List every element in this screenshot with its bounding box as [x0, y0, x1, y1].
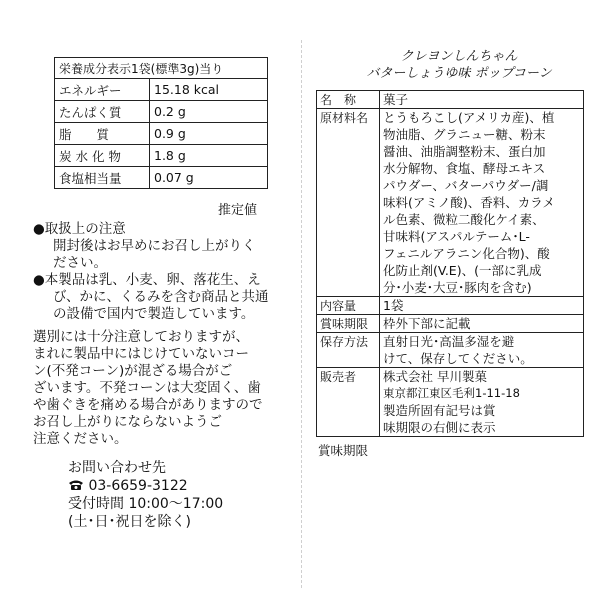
- storage-method: [380, 333, 584, 368]
- nutrition-header: 栄養成分表示1袋(標準3g)当り: [55, 58, 268, 79]
- product-title: [352, 48, 566, 82]
- caution-line: まれに製品中にはじけていないコー: [33, 346, 249, 362]
- column-divider: [301, 40, 302, 588]
- spec-row-content: [317, 297, 584, 315]
- handling-line: ださい。: [53, 255, 107, 271]
- expiry-label: 賞味期限: [318, 443, 369, 458]
- nutrition-row: [55, 101, 268, 123]
- spec-key: 販売者: [317, 368, 380, 437]
- ingredients-line: 物油脂、グラニュー糖、粉末: [383, 127, 546, 142]
- storage-line: 直射日光･高温多湿を避: [383, 334, 515, 349]
- contact-hours: 受付時間 10:00〜17:00: [68, 496, 224, 512]
- storage-line: けて、保存してください。: [383, 351, 533, 366]
- nutrition-value: 15.18 kcal: [150, 79, 268, 101]
- caution-line: ン(不発コーン)が混ざる場合がご: [33, 363, 233, 379]
- allergen-line: び、かに、くるみを含む商品と共通: [53, 289, 269, 305]
- nutrition-label: 炭 水 化 物: [55, 145, 150, 167]
- nutrition-value: 0.2 g: [150, 101, 268, 123]
- nutrition-row: [55, 145, 268, 167]
- ingredients-line: 分･小麦･大豆･豚肉を含む): [383, 280, 532, 295]
- seller-info: [380, 368, 584, 437]
- product-title-line: バターしょうゆ味 ポップコーン: [366, 66, 552, 81]
- contact-phone-line: [68, 477, 223, 495]
- spec-row-seller: [317, 368, 584, 437]
- nutrition-label: エネルギー: [55, 79, 150, 101]
- ingredients-line: 甘味料(アスパルテーム･L-: [383, 229, 530, 244]
- caution-line: や歯ぐきを痛める場合がありますので: [33, 397, 263, 413]
- phone-icon: [68, 478, 88, 494]
- spec-row-storage: [317, 333, 584, 368]
- nutrition-row: [55, 123, 268, 145]
- spec-key: 原材料名: [317, 109, 380, 297]
- ingredients-line: 水分解物、食塩、酵母エキス: [383, 161, 546, 176]
- allergen-section: [33, 272, 268, 323]
- seller-note-line: 製造所固有記号は賞: [383, 403, 496, 418]
- ingredients-line: パウダー、バターパウダー/調: [383, 178, 549, 193]
- ingredients-list: [380, 109, 584, 297]
- spec-row-ingredients: [317, 109, 584, 297]
- contact-closed: (土･日･祝日を除く): [68, 514, 191, 530]
- phone-number: 03-6659-3122: [88, 478, 188, 494]
- ingredients-line: 化防止剤(V.E)、(一部に乳成: [383, 263, 542, 278]
- ingredients-line: とうもろこし(アメリカ産)、植: [383, 110, 555, 125]
- nutrition-label: 脂 質: [55, 123, 150, 145]
- nutrition-value: 0.9 g: [150, 123, 268, 145]
- allergen-line: の設備で国内で製造しています。: [53, 306, 255, 322]
- contact-section: [68, 459, 223, 531]
- nutrition-value: 0.07 g: [150, 167, 268, 189]
- nutrition-table: [54, 57, 268, 189]
- nutrition-value: 1.8 g: [150, 145, 268, 167]
- spec-value: 1袋: [380, 297, 584, 315]
- seller-note-line: 味期限の右側に表示: [383, 420, 496, 435]
- estimate-note: 推定値: [218, 203, 258, 218]
- spec-value: 枠外下部に記載: [380, 315, 584, 333]
- ingredients-line: 醤油、油脂調整粉末、蛋白加: [383, 144, 546, 159]
- nutrition-row: [55, 79, 268, 101]
- spec-key: 内容量: [317, 297, 380, 315]
- spec-key: 名 称: [317, 91, 380, 109]
- spec-value: 菓子: [380, 91, 584, 109]
- seller-name: 株式会社 早川製菓: [383, 369, 487, 384]
- spec-key: 保存方法: [317, 333, 380, 368]
- handling-line: 開封後はお早めにお召し上がりく: [53, 238, 256, 254]
- contact-title: お問い合わせ先: [68, 460, 166, 476]
- product-title-line: クレヨンしんちゃん: [400, 49, 518, 64]
- caution-line: 注意ください。: [33, 431, 128, 447]
- caution-line: 選別には十分注意しておりますが、: [33, 329, 249, 345]
- spec-key: 賞味期限: [317, 315, 380, 333]
- seller-address: 東京都江東区毛利1-11-18: [383, 386, 520, 400]
- popcorn-caution: [33, 329, 263, 448]
- spec-table: [316, 90, 584, 437]
- nutrition-label: 食塩相当量: [55, 167, 150, 189]
- allergen-line: ●本製品は乳、小麦、卵、落花生、え: [33, 272, 261, 288]
- handling-section: [33, 221, 256, 272]
- ingredients-line: ル色素、微粒二酸化ケイ素、: [383, 212, 545, 227]
- nutrition-row: [55, 167, 268, 189]
- ingredients-line: 味料(アミノ酸)、香料、カラメ: [383, 195, 555, 210]
- caution-line: ざいます。不発コーンは大変固く、歯: [33, 380, 261, 396]
- nutrition-label: たんぱく質: [55, 101, 150, 123]
- caution-line: お召し上がりにならないようご: [33, 414, 222, 430]
- spec-row-name: [317, 91, 584, 109]
- spec-row-expiry: [317, 315, 584, 333]
- ingredients-line: フェニルアラニン化合物)、酸: [383, 246, 550, 261]
- handling-title: ●取扱上の注意: [33, 221, 126, 237]
